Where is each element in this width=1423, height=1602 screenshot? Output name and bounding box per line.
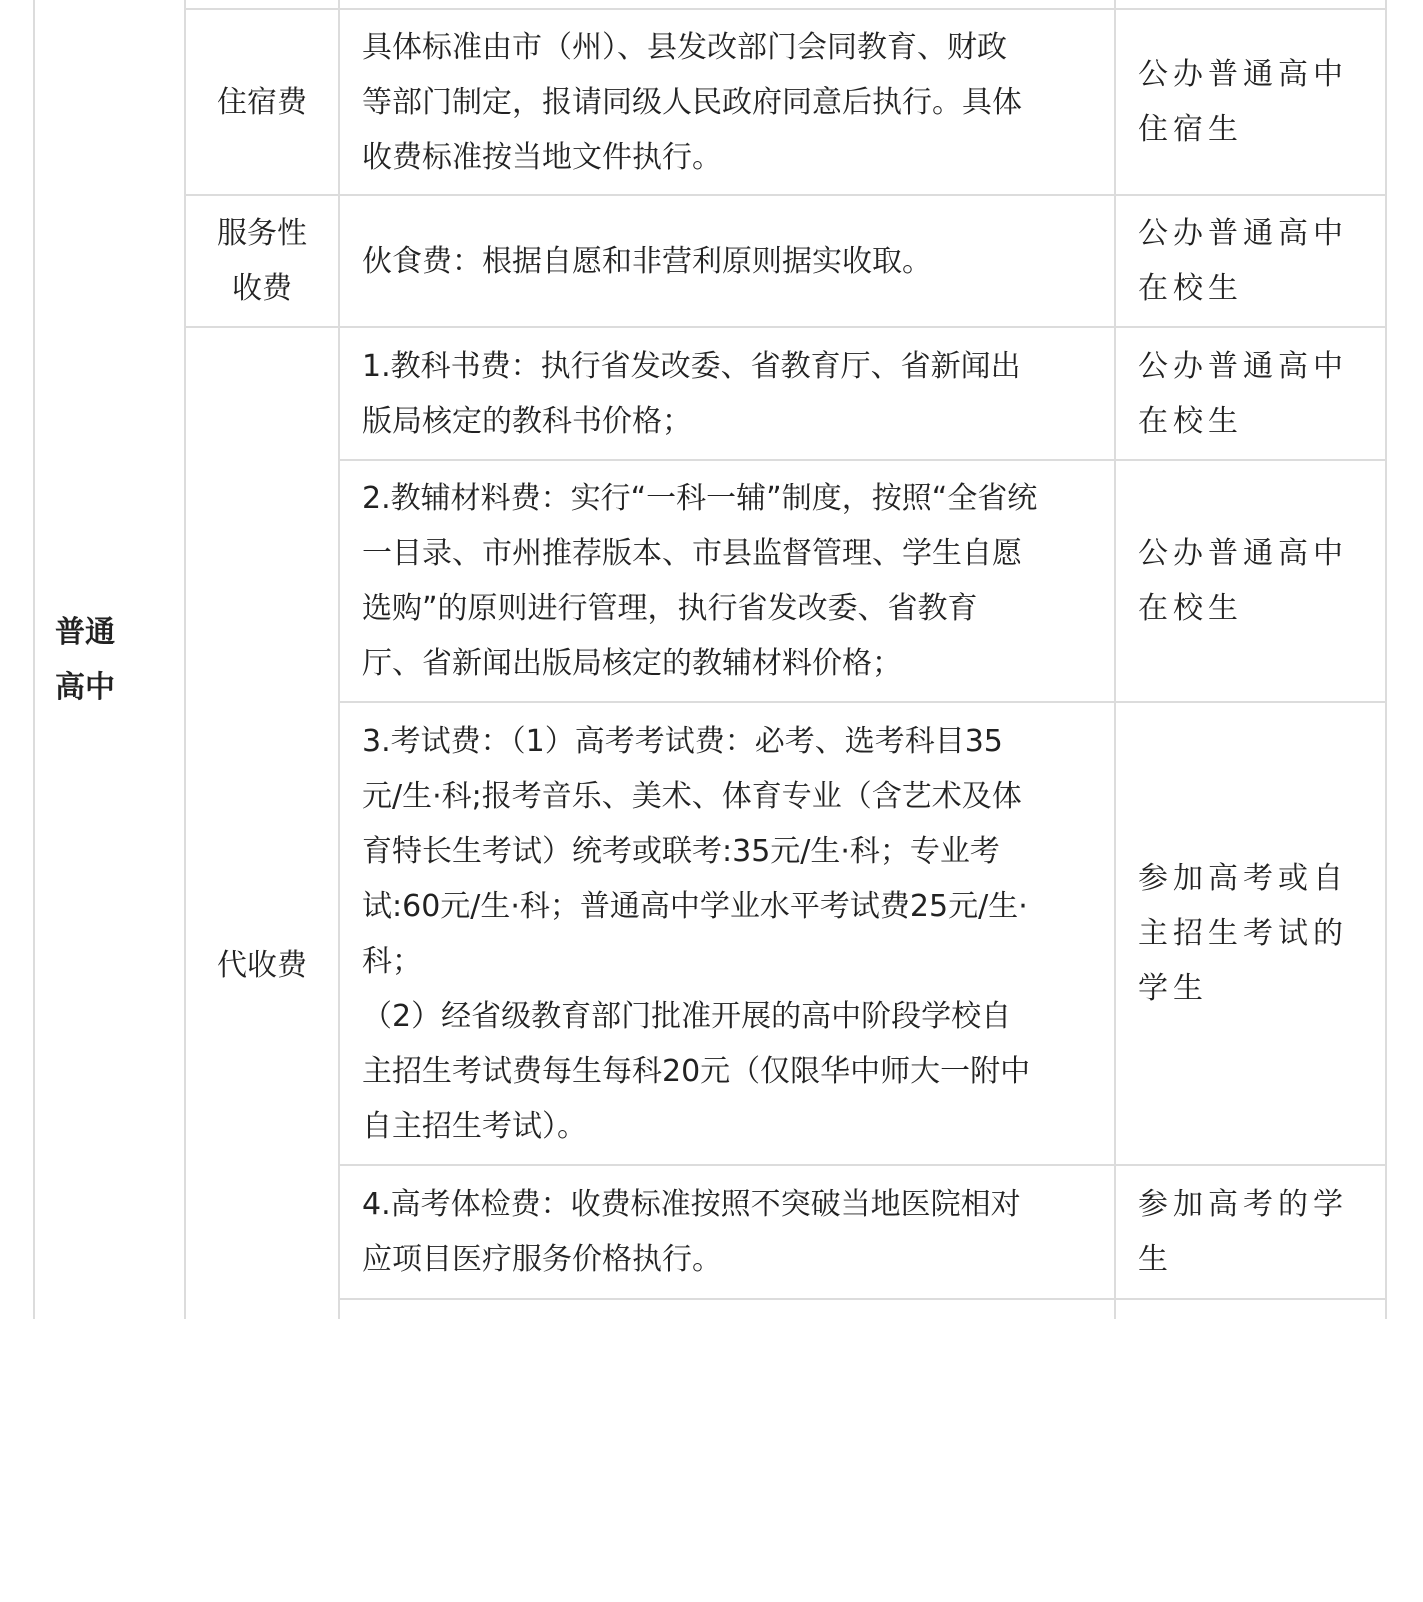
group-label: 普通 高中 [55, 614, 115, 705]
category-text: 服务性 收费 [217, 216, 307, 306]
description-cell: 伙食费：根据自愿和非营利原则据实收取。 [362, 243, 932, 279]
description-cell [340, 703, 1114, 1164]
description-cell [340, 328, 1114, 459]
description-text: 2.教辅材料费：实行“一科一辅”制度，按照“全省统 一目录、市州推荐版本、市县监督管理、学生自愿 选购”的原则进行管理，执行省发改委、省教育 厅、省新闻出版局核定的教辅材料价格； [362, 481, 1038, 681]
row-divider [338, 1298, 1387, 1300]
target-cell [1116, 703, 1385, 1164]
description-cell [340, 1166, 1114, 1298]
target-text: 公办普通高中 住宿生 [1138, 57, 1348, 147]
category-cell: 住宿费 [217, 84, 307, 120]
target-cell [1116, 10, 1385, 194]
target-text: 公办普通高中 在校生 [1138, 536, 1348, 626]
description-text: 3.考试费：（1）高考考试费：必考、选考科目35 元/生·科;报考音乐、美术、体育专业（含艺术及体 育特长生考试）统考或联考:35元/生·科；专业考 试:60元/生·科；普通高中学业水平考试费25元/生· 科； （2）经省级教育部门批准开展的高中阶段学校自 主招生考试费每生每科20元（仅限华中师大一附中 自主招生考试）。 [362, 723, 1031, 1144]
target-text: 参加高考或自 主招生考试的 学生 [1138, 861, 1348, 1006]
target-text: 参加高考的学 生 [1138, 1187, 1348, 1277]
target-text: 公办普通高中 在校生 [1138, 348, 1348, 439]
target-cell [1116, 1166, 1385, 1298]
category-cell [186, 196, 338, 326]
description-text: 具体标准由市（州）、县发改部门会同教育、财政 等部门制定，报请同级人民政府同意后执行。具体 收费标准按当地文件执行。 [362, 29, 1022, 175]
description-cell [340, 461, 1114, 701]
description-text: 1.教科书费：执行省发改委、省教育厅、省新闻出 版局核定的教科书价格； [362, 348, 1021, 439]
target-cell [1116, 461, 1385, 701]
category-cell: 代收费 [217, 947, 307, 983]
target-cell [1116, 328, 1385, 459]
group-label-cell [35, 0, 184, 1319]
table-border-right [1385, 0, 1387, 1319]
description-cell [340, 10, 1114, 194]
description-text: 4.高考体检费：收费标准按照不突破当地医院相对 应项目医疗服务价格执行。 [362, 1187, 1021, 1277]
target-text: 公办普通高中 在校生 [1138, 216, 1348, 306]
target-cell [1116, 196, 1385, 326]
